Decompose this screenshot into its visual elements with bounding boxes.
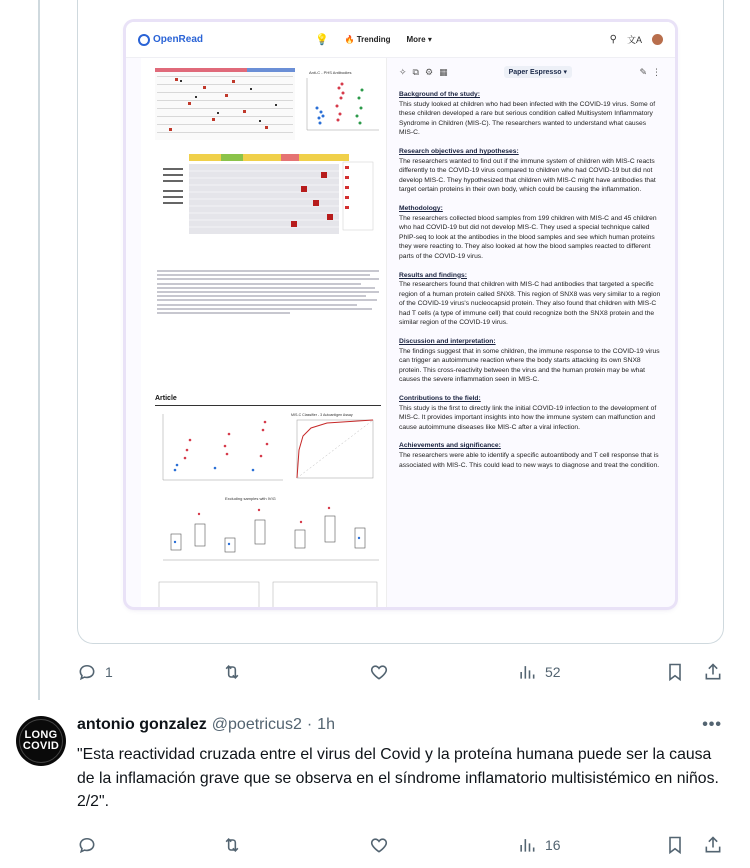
summary-heading-discussion: Discussion and interpretation: [399,338,496,346]
like-button[interactable] [369,662,389,682]
post-time[interactable]: 1h [317,716,335,733]
sparkle-icon: ✧ [399,66,407,77]
summary-heading-achievements: Achievements and significance: [399,442,501,450]
thread-connector-line [38,0,40,700]
figure-boxplots [155,494,381,574]
more-nav: More ▾ [406,35,432,44]
repost-icon [222,835,242,855]
summary-body-methodology: The researchers collected blood samples from 199 children with MIS-C and 45 children who had COVID-19 but did not develop MIS-C. They used a special technique called PhIP-seq to look at the antibodies in the blood samples and see which human proteins they were reacting to. They also looked at how the blood samples reacted to different parts of the COVID-19 virus. [399,214,657,260]
summary-heading-methodology: Methodology: [399,204,443,212]
heart-icon [369,662,389,682]
openread-logo [138,34,203,46]
openread-logo-text: OpenRead [153,34,204,45]
repost-button[interactable] [222,662,242,682]
bookmark-icon [665,662,685,682]
avatar[interactable] [16,716,66,766]
summary-body-contributions: This study is the first to directly link the initial COVID-19 infection to the development of MIS-C. It provides important insights into how the immune system can malfunction and cause autoimmune diseases like MIS-C after a viral infection. [399,404,657,431]
author-handle[interactable]: @poetricus2 [211,716,302,733]
copy-icon: ⧉ [412,66,419,77]
author-name[interactable]: antonio gonzalez [77,716,207,733]
figure-title-top: Anti-C - PHS Antibodies [309,70,352,75]
summary-heading-objectives: Research objectives and hypotheses: [399,147,519,155]
views-count: 52 [545,664,561,680]
grid-icon: ▦ [439,66,448,77]
bookmark-button[interactable] [665,662,685,682]
repost-button[interactable] [222,835,242,855]
edit-icon: ✎ [639,66,647,77]
avatar-text-line2: COVID [22,740,60,752]
figure-dotplot-top [301,68,381,140]
reply-icon [77,662,97,682]
reply-header [77,716,335,734]
summary-body-objectives: The researchers wanted to find out if the immune system of children with MIS-C reacts differently to the COVID-19 virus compared to children who had COVID-19 but did not develop MIS-C. They hypothesized that children with MIS-C might have antibodies that target certain proteins in their own body, which could be causing the inflammation. [399,157,656,194]
user-avatar [652,34,663,45]
model-selector: Paper Espresso ▾ [504,66,572,78]
figure-title-roc: MIS-C Classifier - 3 Autoantigen Assay [291,413,353,417]
views-button[interactable] [517,662,561,682]
paper-preview [141,58,387,607]
trending-label: Trending [356,35,391,44]
openread-logo-icon [138,34,150,46]
separator-dot: · [306,716,313,733]
summary-body-discussion: The findings suggest that in some children, the immune response to the COVID-19 virus can trigger an autoimmune reaction where the body starts attacking its own SNX8 protein. This cross-reactivity between the virus and the human protein may be what causes the severe inflammation seen in MIS-C. [399,347,660,384]
figure-roc-curve [287,410,379,490]
views-button[interactable] [517,835,561,855]
flame-icon: 🔥 [344,35,355,44]
heart-icon [369,835,389,855]
figure-title-bottom: Excluding samples with IVIG [225,496,276,501]
summary-toolbar [399,62,661,82]
share-button[interactable] [703,835,723,855]
translate-icon: 文A [626,35,642,45]
bookmark-icon [665,835,685,855]
reply-action-bar [77,833,727,857]
views-icon [517,835,537,855]
summary-pane [387,58,675,607]
reply-button[interactable] [77,662,113,682]
figure-heatmap-top [155,68,295,140]
lightbulb-icon: 💡 [315,34,329,46]
bookmark-button[interactable] [665,835,685,855]
summary-heading-background: Background of the study: [399,91,480,98]
summary-heading-results: Results and findings: [399,271,467,279]
repost-icon [222,662,242,682]
figure-heatmap-middle [161,154,379,254]
openread-topbar [126,22,675,58]
summary-text [399,90,661,470]
summary-body-results: The researchers found that children with MIS-C had antibodies that targeted a specific region of a human protein called SNX8. This region of SNX8 was very similar to a region of the COVID-19 virus's nucleocapsid protein. They also found that children with MIS-C had T cells (a type of immune cell) that could recognize both the SNX8 protein and the similar region of the COVID-19 virus. [399,281,661,327]
share-button[interactable] [703,662,723,682]
reply-count: 1 [105,664,113,680]
like-button[interactable] [369,835,389,855]
more-label: More [406,35,426,44]
avatar-ring [19,719,63,763]
settings-icon: ⚙ [424,66,434,77]
summary-heading-contributions: Contributions to the field: [399,395,481,403]
article-heading: Article [155,395,177,402]
views-count: 16 [545,837,561,853]
more-options-icon[interactable]: ••• [702,716,722,733]
figure-bottom-panels [155,578,381,607]
openread-screenshot [126,22,675,607]
views-icon [517,662,537,682]
kebab-icon: ⋮ [652,66,661,77]
figure-scatter-lower [155,410,285,490]
reply-button[interactable] [77,835,97,855]
search-icon: ⚲ [609,34,617,45]
summary-body-achievements: The researchers were able to identify a specific autoantibody and T cell response that is associated with MIS-C. This could lead to new ways to diagnose and treat the condition. [399,452,660,469]
summary-body-background: This study looked at children who had been infected with the COVID-19 virus. Some of these children developed a rare but serious condition called Multisystem Inflammatory Syndrome in Children (MIS-C). The researchers wanted to understand what causes MIS-C. [399,100,656,137]
avatar-text-line1: LONG [24,729,58,741]
post-text: "Esta reactividad cruzada entre el virus del Covid y la proteína humana puede ser la causa de la inflamación grave que se observa en el síndrome inflamatorio multisistémico en niños. 2/2". [77,746,719,810]
post-media-card[interactable] [77,0,724,644]
trending-nav [345,35,391,44]
reply-icon [77,835,97,855]
share-icon [703,662,723,682]
post-action-bar [77,660,727,684]
share-icon [703,835,723,855]
figure-caption [157,270,379,316]
